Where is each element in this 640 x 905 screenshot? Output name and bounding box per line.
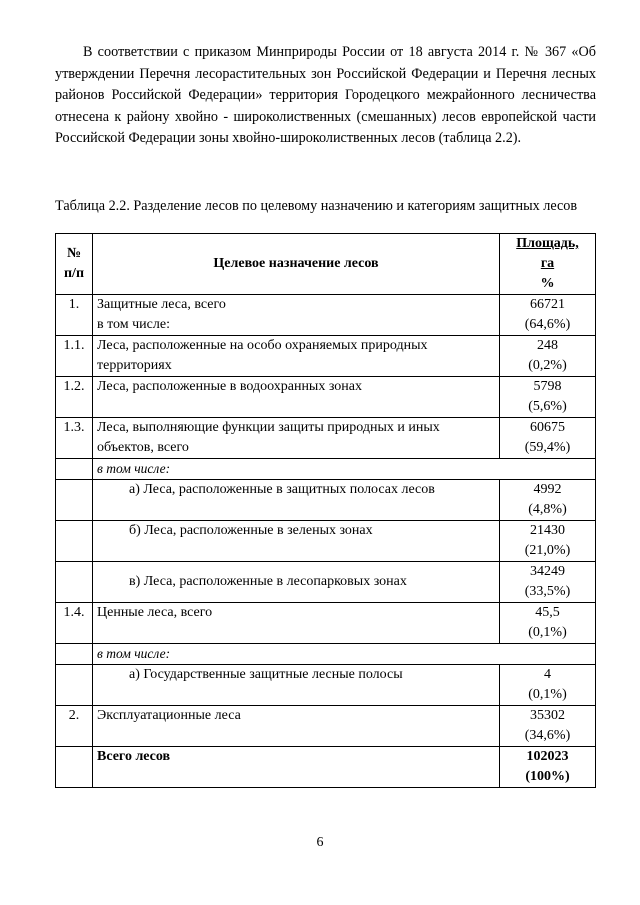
row-area: [500, 480, 596, 521]
row-purpose-line1: Леса, выполняющие функции защиты природных и иных: [97, 420, 440, 435]
row-area-percent: (5,6%): [528, 399, 567, 414]
row-area-percent: (21,0%): [524, 543, 571, 558]
row-purpose: [93, 377, 500, 418]
row-number: [56, 521, 93, 562]
row-purpose-line1: Эксплуатационные леса: [97, 708, 241, 723]
row-purpose: [93, 665, 500, 706]
row-number: 1.1.: [56, 336, 93, 377]
table-row: [56, 377, 596, 418]
row-number: 1.: [56, 295, 93, 336]
row-area-percent: (33,5%): [524, 584, 571, 599]
table-row: [56, 336, 596, 377]
row-area-value: 66721: [530, 297, 565, 312]
row-purpose-line2: территориях: [97, 358, 172, 373]
page-number: 6: [316, 835, 324, 850]
row-area-percent: (4,8%): [528, 502, 567, 517]
row-purpose: [93, 480, 500, 521]
row-area: [500, 418, 596, 459]
row-area: [500, 562, 596, 603]
row-purpose: [93, 562, 500, 603]
row-area-value: 45,5: [535, 605, 560, 620]
row-area-percent: (0,2%): [528, 358, 567, 373]
row-number: [56, 644, 93, 665]
row-purpose-line1: в) Леса, расположенные в лесопарковых зонах: [129, 574, 407, 589]
row-area-percent: (34,6%): [524, 728, 571, 743]
table-row: [56, 603, 596, 644]
row-area-percent: (0,1%): [528, 625, 567, 640]
row-purpose-line1: а) Леса, расположенные в защитных полосах лесов: [129, 482, 435, 497]
table-row: [56, 562, 596, 603]
row-purpose: [93, 706, 500, 747]
row-area-value: 4992: [533, 482, 562, 497]
row-subheading: в том числе:: [93, 644, 596, 665]
row-purpose-line1: Леса, расположенные в водоохранных зонах: [97, 379, 362, 394]
row-purpose-line1: а) Государственные защитные лесные полосы: [129, 667, 403, 682]
header-purpose: Целевое назначение лесов: [93, 234, 500, 295]
table-row: [56, 295, 596, 336]
forest-purpose-table: [55, 233, 596, 788]
table-row: [56, 521, 596, 562]
table-caption: Таблица 2.2. Разделение лесов по целевому назначению и категориям защитных лесов: [55, 198, 578, 214]
row-number: 1.4.: [56, 603, 93, 644]
row-purpose-line1: Леса, расположенные на особо охраняемых природных: [97, 338, 428, 353]
row-purpose-line2: в том числе:: [97, 317, 170, 332]
row-number: [56, 459, 93, 480]
row-area-percent: (64,6%): [524, 317, 571, 332]
row-purpose: [93, 418, 500, 459]
row-purpose-line1: Защитные леса, всего: [97, 297, 226, 312]
table-subheading-row: [56, 459, 596, 480]
table-row: [56, 706, 596, 747]
row-area: [500, 295, 596, 336]
row-number: 2.: [56, 706, 93, 747]
row-area-value: 34249: [530, 564, 565, 579]
header-area-line3: %: [540, 276, 555, 291]
table-header-row: [56, 234, 596, 295]
row-area-value: 60675: [530, 420, 565, 435]
row-area-value: 21430: [530, 523, 565, 538]
row-number: [56, 480, 93, 521]
total-label: Всего лесов: [93, 747, 500, 788]
row-area-percent: (0,1%): [528, 687, 567, 702]
row-purpose-line1: б) Леса, расположенные в зеленых зонах: [129, 523, 373, 538]
row-purpose: [93, 336, 500, 377]
row-purpose: [93, 603, 500, 644]
row-area-percent: (59,4%): [524, 440, 571, 455]
row-number: 1.3.: [56, 418, 93, 459]
row-number: [56, 747, 93, 788]
row-purpose: [93, 295, 500, 336]
row-area-value: 248: [537, 338, 558, 353]
total-area-percent: (100%): [525, 769, 570, 784]
header-area-line1: Площадь,: [516, 236, 579, 251]
row-area: [500, 603, 596, 644]
total-area-value: 102023: [526, 749, 569, 764]
header-num: [56, 234, 93, 295]
table-row: [56, 480, 596, 521]
header-area: [500, 234, 596, 295]
table-row: [56, 665, 596, 706]
row-area: [500, 706, 596, 747]
table-total-row: [56, 747, 596, 788]
intro-paragraph: В соответствии с приказом Минприроды России от 18 августа 2014 г. № 367 «Об утверждении Перечня лесорастительных зон Российской Федерации и Перечня лесных районов Российской Федерации» территория Городецкого межрайонного лесничества отнесена к району хвойно - широколиственных (смешанных) лесов европейской части Российской Федерации зоны хвойно-широколиственных лесов (таблица 2.2).: [55, 44, 596, 146]
row-purpose-line2: объектов, всего: [97, 440, 189, 455]
row-area: [500, 665, 596, 706]
table-row: [56, 418, 596, 459]
row-number: [56, 562, 93, 603]
row-area: [500, 377, 596, 418]
header-area-line2: га: [540, 256, 555, 271]
row-number: 1.2.: [56, 377, 93, 418]
row-area-value: 4: [544, 667, 551, 682]
table-subheading-row: [56, 644, 596, 665]
row-purpose: [93, 521, 500, 562]
total-area: [500, 747, 596, 788]
row-number: [56, 665, 93, 706]
header-num-line1: №: [66, 246, 82, 261]
row-purpose-line1: Ценные леса, всего: [97, 605, 213, 620]
row-area: [500, 521, 596, 562]
row-subheading: в том числе:: [93, 459, 596, 480]
row-area-value: 35302: [530, 708, 565, 723]
header-num-line2: п/п: [63, 266, 85, 281]
row-area-value: 5798: [533, 379, 562, 394]
row-area: [500, 336, 596, 377]
